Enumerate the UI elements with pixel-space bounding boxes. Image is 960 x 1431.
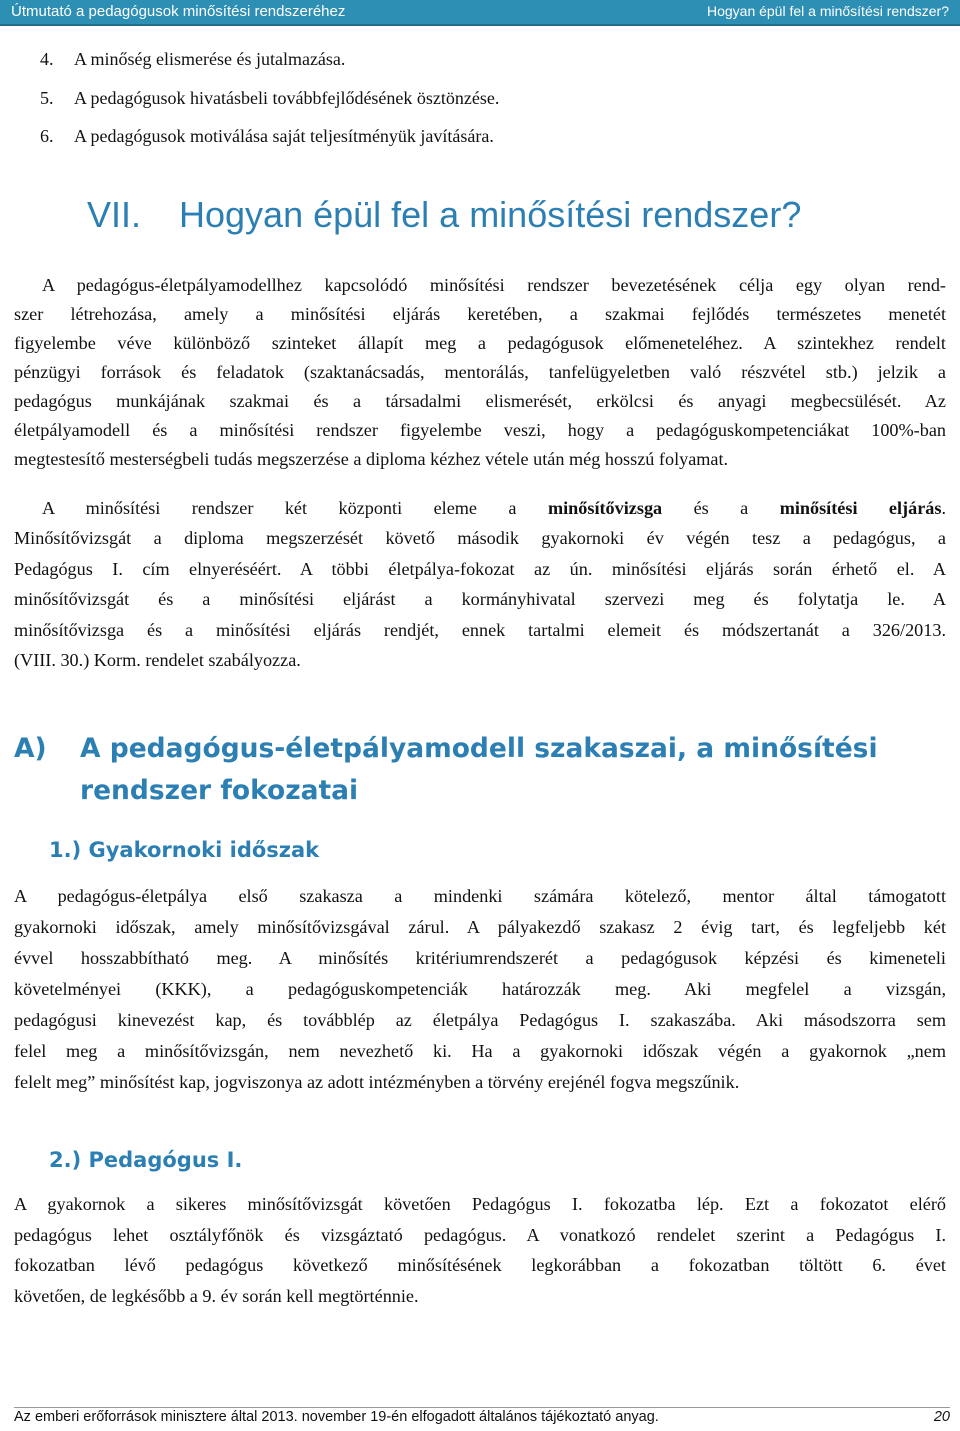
emphasis-minositesi-eljaras: minősítési eljárás — [779, 498, 942, 518]
paragraph-line: minősítővizsgát és a minősítési eljárást a kormányhivatal szervezi meg és folytatja le. A — [14, 589, 946, 610]
paragraph-line: Minősítővizsgát a diploma megszerzését követő második gyakornoki év végén tesz a pedagógus, a — [14, 528, 946, 549]
list-item-text: A pedagógusok hivatásbeli továbbfejlődésének ösztönzése. — [74, 87, 500, 108]
header-document-title: Útmutató a pedagógusok minősítési rendszeréhez — [11, 3, 346, 20]
sub-heading-trainee-period: 1.) Gyakornoki időszak — [49, 838, 320, 862]
paragraph-line: életpályamodell és a minősítési rendszer figyelembe veszi, hogy a pedagóguskompetenciákat 100%-ban — [14, 420, 946, 440]
paragraph-line: követelményei (KKK), a pedagóguskompetenciák határozzák meg. Aki megfelel a vizsgán, — [14, 979, 946, 999]
trainee-period-paragraph — [14, 881, 946, 1098]
subsection-title: A pedagógus-életpályamodell szakaszai, a minősítési rendszer fokozatai — [80, 733, 878, 806]
section-number: VII. — [87, 194, 142, 235]
paragraph-line: A gyakornok a sikeres minősítővizsgát követően Pedagógus I. fokozatba lép. Ezt a fokozatot elérő — [14, 1194, 946, 1214]
paragraph-line: pedagógusi kinevezést kap, és továbblép az életpálya Pedagógus I. szakaszába. Aki másodszorra sem — [14, 1010, 946, 1030]
paragraph-line: figyelembe véve különböző szinteket állapít meg a pedagógusok előmeneteléhez. A szintekhez rendelt — [14, 333, 946, 353]
page-header — [0, 0, 960, 26]
goals-list — [40, 44, 499, 160]
paragraph-line: fokozatban lévő pedagógus következő minősítésének legkorábban a fokozatban töltött 6. évet — [14, 1255, 946, 1276]
intro-paragraph — [14, 271, 946, 474]
paragraph-line: pedagógus lehet osztályfőnök és vizsgáztató pedagógus. A vonatkozó rendelet szerint a Pedagógus I. — [14, 1224, 946, 1245]
paragraph-line: minősítővizsga és a minősítési eljárás rendjét, ennek tartalmi elemeit és módszertanát a 326/2013. — [14, 619, 946, 640]
system-elements-paragraph — [14, 493, 946, 675]
subsection-heading — [14, 728, 946, 812]
list-item-number: 5. — [40, 87, 54, 108]
paragraph-line: pénzügyi források és feladatok (szaktanácsadás, mentorálás, tanfelügyeletben való részvétel stb.) jelzik a — [14, 362, 946, 382]
footer-divider — [14, 1407, 950, 1408]
list-item-number: 4. — [40, 49, 54, 69]
text-run: A minősítési rendszer két központi eleme a — [42, 498, 548, 518]
text-run: és a — [662, 498, 780, 518]
list-item-text: A minőség elismerése és jutalmazása. — [74, 49, 346, 69]
teacher-one-paragraph — [14, 1189, 946, 1311]
paragraph-line: követően, de legkésőbb a 9. év során kell megtörténnie. — [14, 1285, 419, 1306]
paragraph-line: A pedagógus-életpálya első szakasza a mindenki számára kötelező, mentor által támogatott — [14, 886, 946, 906]
paragraph-line: A pedagógus-életpályamodellhez kapcsolódó minősítési rendszer bevezetésének célja egy olyan rend- — [42, 275, 946, 295]
paragraph-line: gyakornoki időszak, amely minősítővizsgával zárul. A pályakezdő szakasz 2 évig tart, és legfeljebb két — [14, 917, 946, 937]
footer-note: Az emberi erőforrások minisztere által 2013. november 19-én elfogadott általános tájékoztató anyag. — [14, 1409, 659, 1425]
paragraph-line — [14, 493, 946, 523]
paragraph-line: megtestesítő mesterségbeli tudás megszerzése a diploma kézhez vétele után még hosszú folyamat. — [14, 449, 729, 469]
emphasis-minositovizsga: minősítővizsga — [547, 498, 663, 518]
section-title: Hogyan épül fel a minősítési rendszer? — [179, 194, 802, 235]
subsection-number: A) — [14, 733, 47, 764]
paragraph-line: felelt meg” minősítést kap, jogviszonya az adott intézményben a törvény erejénél fogva megszűnik. — [14, 1072, 740, 1092]
list-item — [40, 83, 499, 122]
list-item — [40, 44, 499, 83]
section-heading — [87, 194, 801, 236]
list-item-text: A pedagógusok motiválása saját teljesítményük javítására. — [74, 126, 494, 146]
paragraph-line: szer létrehozása, amely a minősítési eljárás keretében, a szakmai fejlődés természetes menetét — [14, 304, 946, 324]
paragraph-line: Pedagógus I. cím elnyeréséért. A többi életpálya-fokozat az ún. minősítési eljárás során érhető el. A — [14, 558, 946, 579]
text-run: . — [941, 498, 946, 518]
sub-heading-teacher-one: 2.) Pedagógus I. — [49, 1148, 243, 1172]
header-section-title: Hogyan épül fel a minősítési rendszer? — [706, 3, 949, 19]
paragraph-line: évvel hosszabbítható meg. A minősítés kritériumrendszerét a pedagógusok képzési és kimeneteli — [14, 948, 946, 968]
page-number: 20 — [933, 1409, 950, 1425]
paragraph-line: (VIII. 30.) Korm. rendelet szabályozza. — [14, 650, 301, 671]
list-item — [40, 121, 499, 160]
paragraph-line: felel meg a minősítővizsgán, nem nevezhető ki. Ha a gyakornoki időszak végén a gyakornok „nem — [14, 1041, 946, 1061]
list-item-number: 6. — [40, 126, 54, 146]
paragraph-line: pedagógus munkájának szakmai és a társadalmi elismerését, erkölcsi és anyagi megbecsülését. Az — [14, 391, 946, 411]
